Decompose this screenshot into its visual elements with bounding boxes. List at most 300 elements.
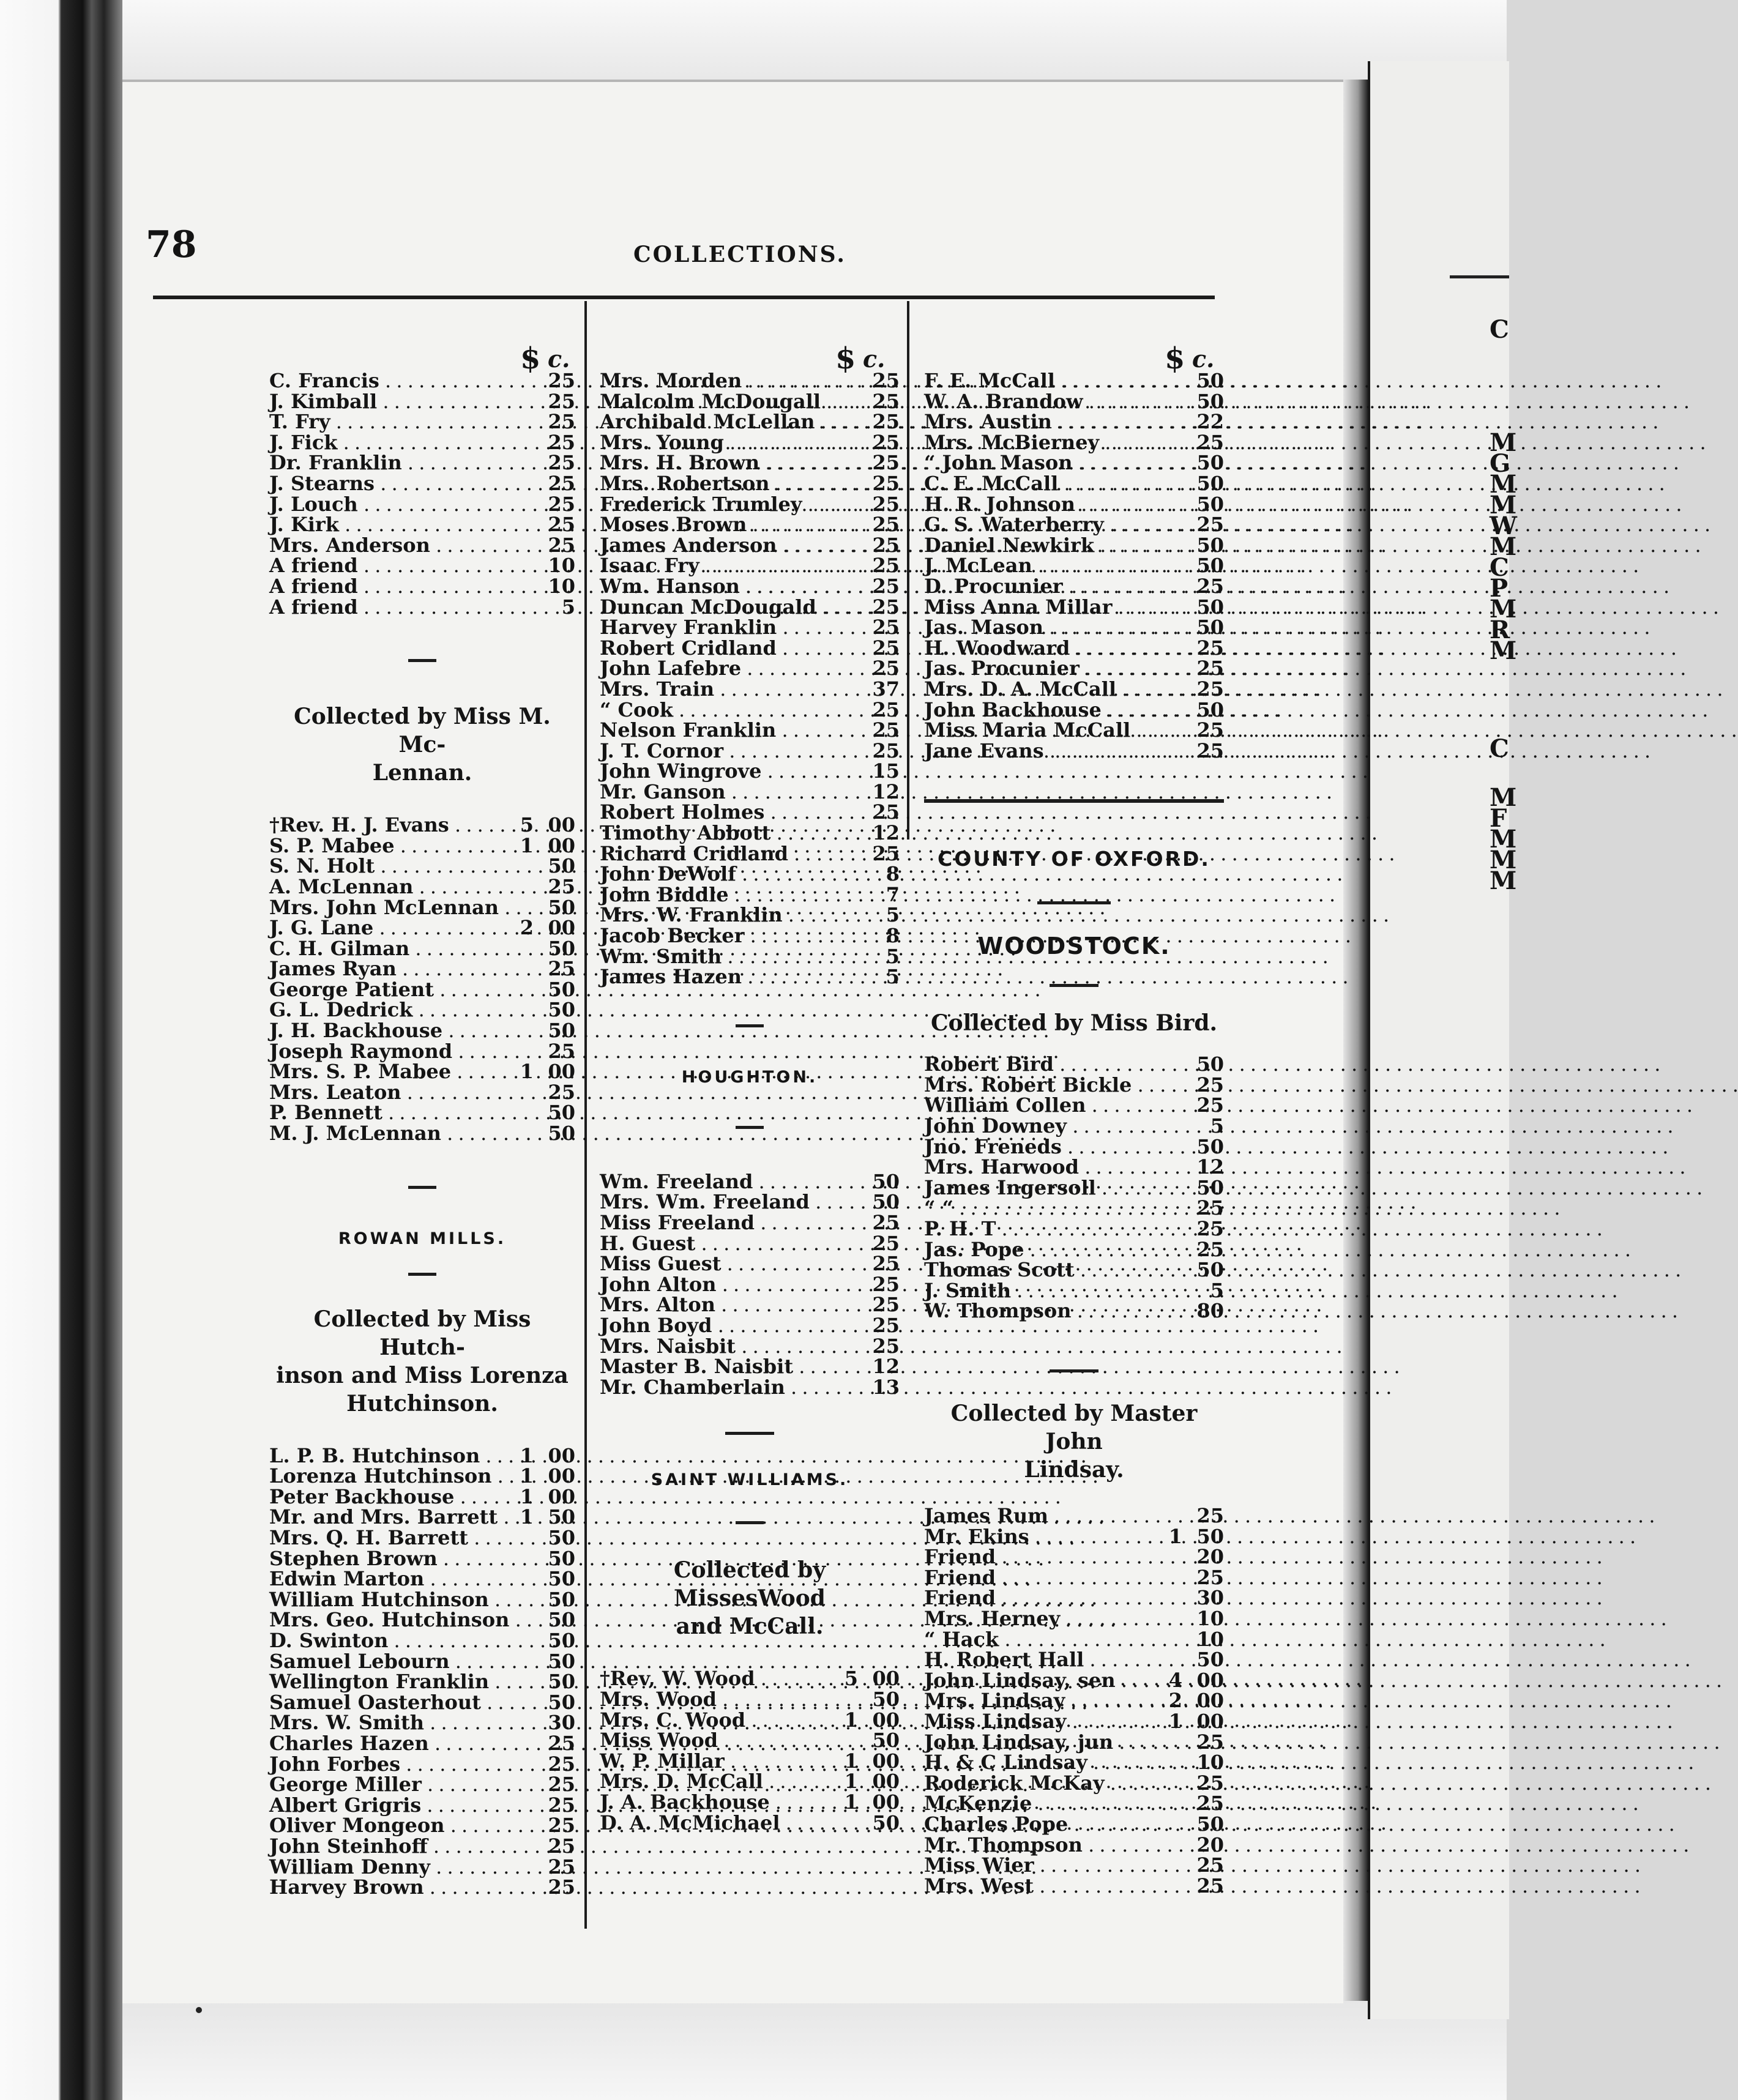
donor-row xyxy=(924,1157,1224,1178)
column-3 xyxy=(924,341,1224,1896)
donor-row xyxy=(600,556,900,576)
separator-rule xyxy=(736,1126,764,1129)
donor-row xyxy=(269,1628,575,1652)
county-title: COUNTY OF OXFORD. xyxy=(938,847,1210,871)
amount-cents: 25 xyxy=(1196,1874,1224,1897)
amount-cents: 25 xyxy=(872,574,900,598)
donor-row xyxy=(600,700,900,721)
donor-row xyxy=(269,1569,575,1590)
donor-name: T. Fry . . . xyxy=(269,412,508,433)
donor-name: Mrs. Lindsay . . . xyxy=(924,1691,1157,1711)
amount-cents: 25 xyxy=(548,471,575,495)
donor-row xyxy=(269,494,575,515)
donor-row xyxy=(600,494,900,515)
donor-row xyxy=(269,1692,575,1713)
amount-cents: 10 xyxy=(1196,1751,1224,1774)
donor-row xyxy=(269,977,575,1001)
amount-dollars: 2 xyxy=(1168,1689,1182,1713)
donor-row xyxy=(600,1231,900,1255)
donor-row xyxy=(600,1689,900,1710)
donor-name: Mrs. W. Smith . . . xyxy=(269,1713,508,1733)
amount-cents: 00 xyxy=(548,813,575,837)
donor-row xyxy=(924,597,1224,618)
donor-name: Mrs. H. Brown . . . xyxy=(600,453,832,474)
amount-cents: 50 xyxy=(1196,1648,1224,1672)
adjacent-page-letter: M xyxy=(1490,825,1517,854)
amount-cents: 50 xyxy=(548,936,575,960)
donor-name: H. & C Lindsay . . . xyxy=(924,1752,1157,1773)
donor-row xyxy=(924,1116,1224,1137)
adjacent-page-letter: M xyxy=(1490,470,1517,499)
amount-cents: 25 xyxy=(872,430,900,454)
donor-name: D. Procunier . . . xyxy=(924,576,1157,597)
donor-name: Stephen Brown . . . xyxy=(269,1549,508,1569)
donor-name: P. H. T . . . xyxy=(924,1219,1157,1240)
adjacent-page-letter: F xyxy=(1490,804,1507,833)
collector-heading: Collected by Master John Lindsay. xyxy=(950,1401,1198,1483)
donor-name: Jas. Mason . . . xyxy=(924,617,1157,638)
donor-row xyxy=(924,617,1224,638)
donor-name: John Lindsay, jun . . . xyxy=(924,1732,1157,1753)
amount-cents: 00 xyxy=(872,1749,900,1773)
donor-row xyxy=(924,1565,1224,1589)
donor-name: G. L. Dedrick . . . xyxy=(269,1000,508,1021)
amount-cents: 50 xyxy=(1196,471,1224,495)
donor-name: Mrs. W. Franklin . . . xyxy=(600,905,832,926)
donor-name: H. Robert Hall . . . xyxy=(924,1650,1157,1670)
donor-name: Mr. Ganson . . . xyxy=(600,782,832,803)
amount-cents: 25 xyxy=(1196,1217,1224,1241)
amount-cents: 50 xyxy=(548,895,575,919)
donor-row xyxy=(269,1877,575,1898)
amount-cents: 00 xyxy=(872,1790,900,1814)
donor-name: L. P. B. Hutchinson . . . xyxy=(269,1446,508,1467)
donor-row xyxy=(924,1835,1224,1856)
amount-cents: 25 xyxy=(872,718,900,742)
donor-row xyxy=(600,1169,900,1193)
donor-row xyxy=(924,576,1224,597)
donor-row xyxy=(924,1606,1224,1630)
donor-name: William Collen . . . xyxy=(924,1095,1157,1116)
scan-top-margin xyxy=(122,0,1507,80)
amount-cents: 25 xyxy=(1196,1792,1224,1815)
amount-cents: 50 xyxy=(1196,595,1224,619)
amount-cents: 25 xyxy=(1196,1853,1224,1877)
donor-row xyxy=(924,412,1224,433)
amount-cents: 50 xyxy=(1196,698,1224,721)
adjacent-page-letter: M xyxy=(1490,491,1517,519)
donor-name: John DeWolf . . . xyxy=(600,864,832,885)
donor-row xyxy=(600,1751,900,1772)
donor-name: A friend . . . xyxy=(269,597,508,618)
amount-dollars: 4 xyxy=(1168,1668,1182,1692)
donor-name: W. A. Brandow . . . xyxy=(924,392,1157,412)
amount-cents: 25 xyxy=(1196,718,1224,742)
donor-row xyxy=(600,638,900,659)
cents-sign: c. xyxy=(548,345,570,373)
donor-name: H. R. Johnson . . . xyxy=(924,494,1157,515)
amount-cents: 50 xyxy=(548,1608,575,1632)
donor-name: John Biddle . . . xyxy=(600,885,832,906)
donor-row xyxy=(269,1466,575,1487)
donor-name: James Rum . . . xyxy=(924,1506,1157,1527)
donor-list xyxy=(269,1443,575,1899)
donor-name: J. McLean . . . xyxy=(924,556,1157,576)
donor-name: D. A. McMichael . . . xyxy=(600,1813,832,1834)
amount-cents: 50 xyxy=(548,1019,575,1043)
collector-heading: Collected by Miss Bird. xyxy=(930,1010,1218,1037)
donor-row xyxy=(269,1041,575,1062)
donor-name: Miss Freeland . . . xyxy=(600,1213,832,1234)
amount-cents: 00 xyxy=(548,1484,575,1508)
amount-cents: 5 xyxy=(886,944,900,968)
amount-dollars: 1 xyxy=(844,1708,858,1732)
donor-name: Jas. Pope . . . xyxy=(924,1240,1157,1260)
amount-cents: 8 xyxy=(886,862,900,886)
donor-name: George Patient . . . xyxy=(269,980,508,1000)
donor-name: H. Guest . . . xyxy=(600,1234,832,1254)
donor-name: J. Smith . . . xyxy=(924,1281,1157,1301)
amount-cents: 50 xyxy=(548,1101,575,1125)
donor-name: William Denny . . . xyxy=(269,1857,508,1878)
amount-cents: 50 xyxy=(1196,1812,1224,1836)
amount-cents: 25 xyxy=(548,513,575,537)
donor-row xyxy=(924,1237,1224,1261)
page-number: 78 xyxy=(146,223,197,266)
donor-row xyxy=(269,895,575,919)
amount-cents: 25 xyxy=(1196,1073,1224,1097)
amount-cents: 25 xyxy=(872,533,900,557)
amount-cents: 25 xyxy=(872,513,900,537)
donor-name: †Rev, W. Wood . . . xyxy=(600,1669,832,1689)
amount-cents: 25 xyxy=(1196,574,1224,598)
donor-name: C. E. McCall . . . xyxy=(924,474,1157,494)
amount-cents: 50 xyxy=(1196,389,1224,413)
amount-cents: 00 xyxy=(548,1443,575,1467)
donor-row xyxy=(269,1815,575,1836)
donor-name: Mrs. John McLennan . . . xyxy=(269,898,508,918)
donor-name: C. Francis . . . xyxy=(269,371,508,392)
amount-cents: 5 xyxy=(561,595,575,619)
amount-cents: 50 xyxy=(1196,1258,1224,1282)
donor-name: George Miller . . . xyxy=(269,1774,508,1795)
donor-name: Mrs. C. Wood . . . xyxy=(600,1710,832,1731)
donor-name: Mrs. Leaton . . . xyxy=(269,1082,508,1103)
donor-name: John Lafebre . . . xyxy=(600,658,832,679)
donor-row xyxy=(600,967,900,988)
amount-cents: 25 xyxy=(548,1855,575,1878)
amount-dollars: 1 xyxy=(844,1790,858,1814)
donor-name: John Downey . . . xyxy=(924,1116,1157,1137)
donor-row xyxy=(924,1711,1224,1732)
donor-row xyxy=(924,1175,1224,1199)
donor-row xyxy=(600,412,900,433)
currency-header xyxy=(269,341,575,376)
donor-row xyxy=(924,1260,1224,1281)
header-rule xyxy=(153,296,1215,299)
donor-row xyxy=(269,936,575,960)
donor-name: “ “ . . . xyxy=(924,1198,1157,1219)
donor-name: W. Thompson . . . xyxy=(924,1301,1157,1322)
donor-name: A. McLennan . . . xyxy=(269,877,508,898)
donor-row xyxy=(924,1876,1224,1897)
donor-name: J. Fick . . . xyxy=(269,433,508,453)
amount-cents: 10 xyxy=(548,574,575,598)
amount-dollars: 2 xyxy=(520,916,534,940)
donor-name: G. S. Waterberry . . . xyxy=(924,515,1157,535)
donor-row xyxy=(924,556,1224,576)
donor-row xyxy=(924,679,1224,700)
amount-cents: 10 xyxy=(548,554,575,578)
donor-row xyxy=(269,1000,575,1021)
amount-cents: 25 xyxy=(548,1752,575,1776)
donor-name: Frederick Trumley . . . xyxy=(600,494,832,515)
amount-cents: 00 xyxy=(872,1770,900,1793)
donor-row xyxy=(600,1295,900,1316)
donor-list xyxy=(600,371,900,988)
donor-row xyxy=(269,1672,575,1692)
amount-cents: 25 xyxy=(548,1814,575,1838)
donor-row xyxy=(600,944,900,968)
donor-row xyxy=(600,389,900,413)
donor-name: McKenzie . . . xyxy=(924,1793,1157,1814)
donor-name: “ Hack . . . xyxy=(924,1629,1157,1650)
separator-rule xyxy=(725,1432,774,1435)
adjacent-page-letter: M xyxy=(1490,866,1517,895)
amount-cents: 25 xyxy=(872,1231,900,1255)
donor-row xyxy=(600,617,900,638)
donor-name: M. J. McLennan . . . xyxy=(269,1123,508,1144)
separator-rule xyxy=(736,1521,764,1524)
amount-cents: 12 xyxy=(872,821,900,845)
donor-name: Mrs. Wm. Freeland . . . xyxy=(600,1192,832,1213)
amount-cents: 50 xyxy=(1196,616,1224,639)
donor-name: Mrs. Geo. Hutchinson . . . xyxy=(269,1610,508,1631)
amount-cents: 50 xyxy=(1196,369,1224,392)
amount-cents: 25 xyxy=(548,1834,575,1858)
donor-row xyxy=(269,1587,575,1611)
amount-dollars: 1 xyxy=(844,1770,858,1793)
amount-cents: 25 xyxy=(548,874,575,898)
amount-cents: 25 xyxy=(1196,430,1224,454)
donor-row xyxy=(269,856,575,877)
donor-name: Wm. Freeland . . . xyxy=(600,1172,832,1193)
amount-cents: 25 xyxy=(548,389,575,413)
donor-row xyxy=(600,1710,900,1731)
amount-cents: 37 xyxy=(872,677,900,701)
donor-row xyxy=(924,1691,1224,1711)
amount-cents: 25 xyxy=(548,1875,575,1899)
donor-name: Mr. Ekins . . . xyxy=(924,1527,1157,1547)
donor-row xyxy=(924,535,1224,556)
donor-row xyxy=(269,1103,575,1123)
donor-row xyxy=(600,1813,900,1834)
donor-name: Isaac Fry . . . xyxy=(600,556,832,576)
donor-row xyxy=(600,1730,900,1751)
separator-rule xyxy=(408,659,436,662)
donor-name: Peter Backhouse . . . xyxy=(269,1487,508,1508)
adjacent-page-letter: M xyxy=(1490,532,1517,561)
donor-name: Wellington Franklin . . . xyxy=(269,1672,508,1692)
amount-cents: 25 xyxy=(1196,739,1224,762)
amount-cents: 25 xyxy=(872,389,900,413)
donor-name: Harvey Franklin . . . xyxy=(600,617,832,638)
donor-name: “ John Mason . . . xyxy=(924,453,1157,474)
dollar-sign: $ xyxy=(520,341,541,376)
amount-cents: 25 xyxy=(872,1293,900,1317)
donor-row xyxy=(269,556,575,576)
amount-cents: 25 xyxy=(548,410,575,434)
amount-cents: 25 xyxy=(872,636,900,660)
donor-name: P. Bennett . . . xyxy=(269,1103,508,1123)
amount-cents: 30 xyxy=(548,1711,575,1735)
donor-row xyxy=(924,494,1224,515)
donor-name: Friend . . . xyxy=(924,1588,1157,1609)
donor-name: Wm. Smith . . . xyxy=(600,947,832,967)
amount-cents: 25 xyxy=(1196,1196,1224,1220)
donor-row xyxy=(600,1213,900,1234)
donor-name: Duncan McDougald . . . xyxy=(600,597,832,618)
separator-rule xyxy=(1050,1369,1098,1372)
donor-list xyxy=(600,1169,900,1399)
donor-name: J. Kirk . . . xyxy=(269,515,508,535)
currency-header xyxy=(600,341,900,376)
donor-name: J. H. Backhouse . . . xyxy=(269,1021,508,1041)
donor-name: Jas. Procunier . . . xyxy=(924,658,1157,679)
amount-cents: 50 xyxy=(548,977,575,1001)
donor-name: Mr. and Mrs. Barrett . . . xyxy=(269,1507,508,1528)
dollar-sign: $ xyxy=(1165,341,1185,376)
amount-cents: 12 xyxy=(1196,1155,1224,1179)
donor-row xyxy=(269,874,575,898)
amount-cents: 25 xyxy=(548,492,575,516)
donor-name: Albert Grigris . . . xyxy=(269,1795,508,1816)
donor-name: Mr. Chamberlain . . . xyxy=(600,1377,832,1398)
donor-row xyxy=(924,1095,1224,1116)
amount-cents: 50 xyxy=(1196,554,1224,578)
donor-row xyxy=(600,905,900,926)
amount-cents: 25 xyxy=(548,451,575,475)
donor-name: C. H. Gilman . . . xyxy=(269,939,508,959)
collector-heading: Collected by Miss M. Mc- Lennan. xyxy=(294,704,551,786)
donor-name: Robert Bird . . . xyxy=(924,1054,1157,1075)
amount-cents: 50 xyxy=(548,854,575,878)
donor-name: D. Swinton . . . xyxy=(269,1631,508,1651)
donor-name: Wm. Hanson . . . xyxy=(600,576,832,597)
donor-name: Mrs. Q. H. Barrett . . . xyxy=(269,1528,508,1549)
donor-row xyxy=(269,833,575,857)
donor-list xyxy=(269,815,575,1144)
donor-name: Mrs. Wood . . . xyxy=(600,1689,832,1710)
amount-cents: 25 xyxy=(872,554,900,578)
scan-bottom-margin xyxy=(122,2000,1507,2100)
amount-cents: 5 xyxy=(1210,1278,1224,1302)
donor-name: James Hazen . . . xyxy=(600,967,832,988)
donor-row xyxy=(269,1484,575,1508)
donor-name: Jno. Freneds . . . xyxy=(924,1137,1157,1158)
donor-name: James Ingersoll . . . xyxy=(924,1178,1157,1199)
amount-dollars: 1 xyxy=(1168,1524,1182,1548)
amount-cents: 50 xyxy=(548,1690,575,1714)
donor-row xyxy=(924,1752,1224,1773)
amount-cents: 25 xyxy=(548,1039,575,1063)
donor-row xyxy=(924,1650,1224,1670)
donor-row xyxy=(924,741,1224,762)
donor-name: Mrs. Morden . . . xyxy=(600,371,832,392)
donor-row xyxy=(600,515,900,535)
donor-name: Daniel Newkirk . . . xyxy=(924,535,1157,556)
donor-row xyxy=(924,1773,1224,1794)
donor-name: Samuel Lebourn . . . xyxy=(269,1651,508,1672)
donor-row xyxy=(269,597,575,618)
donor-row xyxy=(269,1021,575,1041)
amount-cents: 25 xyxy=(872,800,900,824)
donor-name: †Rev. H. J. Evans . . . xyxy=(269,815,508,836)
adjacent-page-letter: M xyxy=(1490,428,1517,457)
amount-cents: 25 xyxy=(1196,677,1224,701)
amount-cents: 25 xyxy=(872,1334,900,1358)
donor-name: John Steinhoff . . . xyxy=(269,1836,508,1857)
donor-row xyxy=(269,1062,575,1082)
amount-cents: 30 xyxy=(1196,1586,1224,1610)
donor-name: Mrs. Herney . . . xyxy=(924,1609,1157,1629)
amount-cents: 25 xyxy=(548,957,575,981)
donor-row xyxy=(600,1272,900,1296)
adjacent-page-letter: M xyxy=(1490,846,1517,874)
running-head: COLLECTIONS. xyxy=(633,242,846,267)
collector-heading: Collected by MissesWood and McCall. xyxy=(673,1557,826,1640)
amount-dollars: 1 xyxy=(844,1749,858,1773)
amount-cents: 50 xyxy=(1196,533,1224,557)
donor-name: J. Kimball . . . xyxy=(269,392,508,412)
donor-row xyxy=(924,430,1224,454)
donor-row xyxy=(269,1651,575,1672)
donor-name: Miss Wood . . . xyxy=(600,1730,832,1751)
donor-row xyxy=(600,1313,900,1337)
donor-row xyxy=(924,389,1224,413)
donor-name: Archibald McLellan . . . xyxy=(600,412,832,433)
amount-cents: 7 xyxy=(886,882,900,906)
adjacent-page-letter: M xyxy=(1490,636,1517,665)
donor-row xyxy=(269,453,575,474)
amount-dollars: 1 xyxy=(520,1484,534,1508)
donor-row xyxy=(269,1546,575,1570)
amount-cents: 50 xyxy=(1196,451,1224,475)
donor-name: James Ryan . . . xyxy=(269,959,508,980)
amount-cents: 50 xyxy=(1196,1134,1224,1158)
amount-cents: 12 xyxy=(872,1355,900,1379)
amount-cents: 15 xyxy=(872,759,900,783)
donor-row xyxy=(600,1192,900,1213)
donor-name: Mrs. D. A. McCall . . . xyxy=(924,679,1157,700)
donor-row xyxy=(269,1754,575,1775)
donor-row xyxy=(600,1336,900,1357)
donor-name: J. Stearns . . . xyxy=(269,474,508,494)
amount-cents: 13 xyxy=(872,1375,900,1399)
donor-name: Malcolm McDougall . . . xyxy=(600,392,832,412)
donor-row xyxy=(269,389,575,413)
column-2 xyxy=(600,341,900,1833)
amount-cents: 20 xyxy=(1196,1833,1224,1856)
donor-name: Edwin Marton . . . xyxy=(269,1569,508,1590)
donor-row xyxy=(924,1506,1224,1527)
cents-sign: c. xyxy=(863,345,886,373)
donor-name: Robert Holmes . . . xyxy=(600,802,832,823)
donor-list xyxy=(600,1669,900,1833)
donor-name: Richard Cridland . . . xyxy=(600,844,832,865)
amount-cents: 25 xyxy=(548,430,575,454)
donor-row xyxy=(269,1836,575,1857)
